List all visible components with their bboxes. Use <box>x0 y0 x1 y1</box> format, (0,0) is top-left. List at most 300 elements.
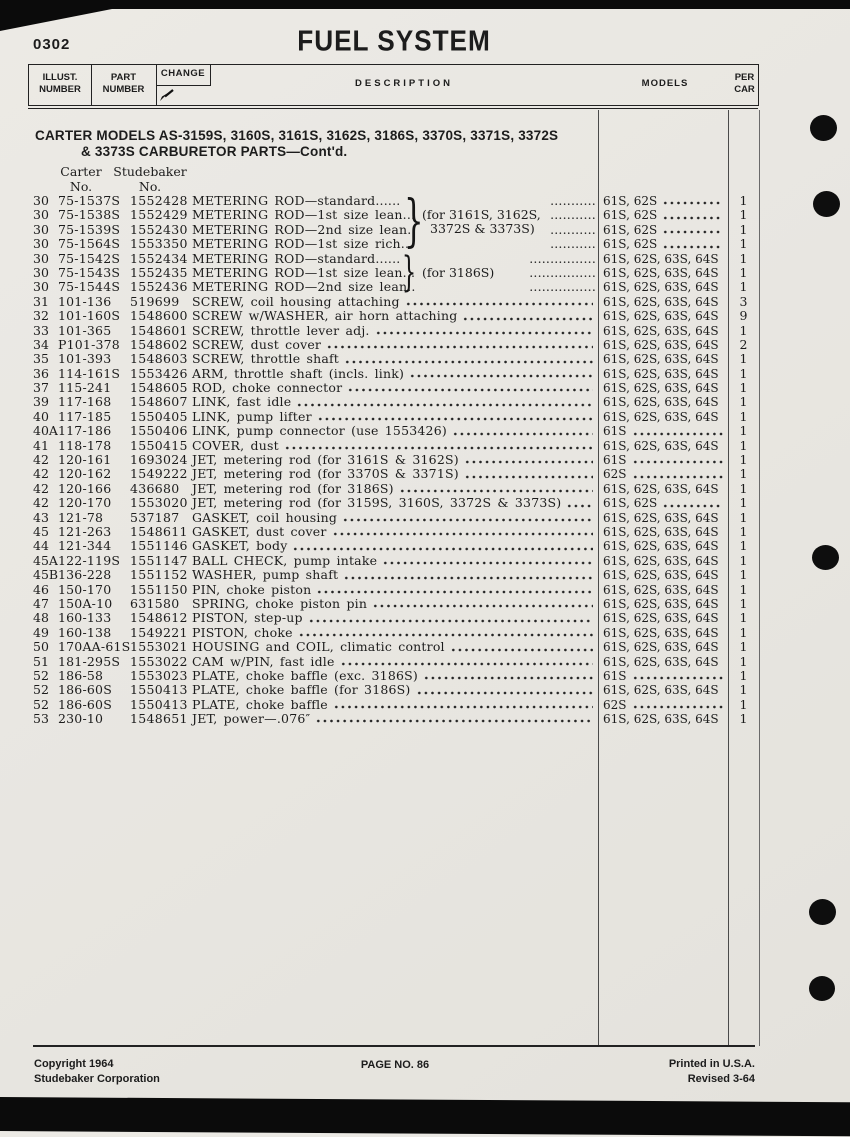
description-text: METERING ROD—1st size lean... <box>192 264 416 280</box>
carter-number: 160-138 <box>58 624 112 640</box>
table-row <box>0 223 850 237</box>
carter-number: 75-1564S <box>58 236 121 252</box>
description-text: PLATE, choke baffle (for 3186S) <box>192 682 411 698</box>
dotted-leader <box>662 498 723 510</box>
description-cell <box>192 568 596 582</box>
carter-number: 117-186 <box>58 423 112 439</box>
dotted-leader <box>343 570 593 582</box>
studebaker-number: 1548600 <box>130 308 188 324</box>
models-cell <box>603 295 726 309</box>
illust-number: 31 <box>33 293 49 309</box>
description-text: JET, metering rod (for 3161S & 3162S) <box>192 452 459 468</box>
studebaker-number: 1553023 <box>130 667 188 683</box>
models-text: 61S <box>603 668 627 683</box>
header-models: MODELS <box>641 78 689 89</box>
table-row <box>0 295 850 309</box>
studebaker-number: 631580 <box>130 595 180 611</box>
studebaker-number: 1548601 <box>130 322 188 338</box>
group2-note: (for 3186S) <box>422 265 495 280</box>
models-cell <box>603 367 726 381</box>
dotted-leader <box>416 685 594 697</box>
studebaker-number: 1550405 <box>130 408 188 424</box>
carter-number: 150A-10 <box>58 595 113 611</box>
dotted-leader <box>340 656 593 668</box>
table-header <box>28 64 759 106</box>
models-text: 61S, 62S, 63S, 64S <box>603 553 719 568</box>
models-cell <box>603 539 726 553</box>
description-cell <box>192 252 596 266</box>
studebaker-number: 1553022 <box>130 653 188 669</box>
dotted-leader <box>332 526 593 538</box>
models-text: 61S, 62S, 63S, 64S <box>603 683 719 698</box>
description-cell <box>192 367 596 381</box>
dotted-leader <box>566 498 593 510</box>
footer-copyright: Copyright 1964 Studebaker Corporation <box>34 1058 160 1085</box>
models-text: 61S, 62S <box>603 208 658 223</box>
per-car-qty: 1 <box>739 480 748 496</box>
description-text: COVER, dust <box>192 437 279 453</box>
description-text: SCREW, throttle shaft <box>192 351 340 367</box>
illust-number: 41 <box>33 437 49 453</box>
per-car-qty: 1 <box>739 639 748 655</box>
per-car-qty: 1 <box>739 581 748 597</box>
table-row <box>0 309 850 323</box>
table-row <box>0 352 850 366</box>
per-car-qty: 1 <box>739 523 748 539</box>
table-row <box>0 669 850 683</box>
carter-number: 230-10 <box>58 711 104 727</box>
dotted-leader <box>317 411 593 423</box>
illust-number: 52 <box>33 696 49 712</box>
per-car-qty: 1 <box>739 538 748 554</box>
description-cell <box>192 525 596 539</box>
group-brace-1: } <box>404 189 424 254</box>
carter-number: 101-365 <box>58 322 112 338</box>
models-cell <box>603 511 726 525</box>
description-cell <box>192 554 596 568</box>
header-double-rule <box>28 108 758 109</box>
illust-number: 30 <box>33 250 49 266</box>
description-text: SCREW, dust cover <box>192 336 322 352</box>
carter-number: 120-161 <box>58 452 112 468</box>
models-cell <box>603 467 726 481</box>
description-text: METERING ROD—standard...... <box>192 250 401 266</box>
per-car-qty: 1 <box>739 452 748 468</box>
dotted-leader <box>632 469 724 481</box>
table-row <box>0 655 850 669</box>
carter-number: 114-161S <box>58 365 121 381</box>
studebaker-number: 1552435 <box>130 264 188 280</box>
group-leader-dots: ........... <box>550 221 596 237</box>
models-cell <box>603 525 726 539</box>
illust-number: 30 <box>33 221 49 237</box>
hole-punch <box>809 899 836 925</box>
description-cell <box>192 309 596 323</box>
dotted-leader <box>405 253 526 265</box>
studebaker-number: 1552430 <box>130 221 188 237</box>
description-cell <box>192 640 596 654</box>
description-text: PLATE, choke baffle <box>192 696 328 712</box>
studebaker-number: 1553426 <box>130 365 188 381</box>
section-heading-line1: CARTER MODELS AS-3159S, 3160S, 3161S, 3162S, 3186S, 3370S, 3371S, 3372S <box>35 128 559 143</box>
dotted-leader <box>418 239 547 251</box>
description-cell <box>192 698 596 712</box>
models-cell <box>603 669 726 683</box>
description-text: METERING ROD—2nd size lean.. <box>192 279 416 295</box>
description-cell <box>192 352 596 366</box>
description-text: BALL CHECK, pump intake <box>192 552 378 568</box>
footer-rule <box>33 1045 755 1047</box>
models-cell <box>603 611 726 625</box>
carter-number: 136-228 <box>58 567 112 583</box>
table-row <box>0 583 850 597</box>
description-cell <box>192 467 596 481</box>
description-text: PISTON, choke <box>192 624 293 640</box>
models-cell <box>603 424 726 438</box>
description-cell <box>192 424 596 438</box>
table-row <box>0 467 850 481</box>
models-cell <box>603 683 726 697</box>
per-car-qty: 1 <box>739 552 748 568</box>
description-text: GASKET, coil housing <box>192 509 338 525</box>
description-text: PLATE, choke baffle (exc. 3186S) <box>192 667 418 683</box>
models-cell <box>603 223 726 237</box>
dotted-leader <box>632 670 724 682</box>
dotted-leader <box>298 627 593 639</box>
carter-number: 115-241 <box>58 380 112 396</box>
scan-edge-top <box>0 0 850 9</box>
group-leader-dots: ........... <box>550 193 596 208</box>
models-text: 61S, 62S, 63S, 64S <box>603 625 719 640</box>
per-car-qty: 1 <box>739 437 748 453</box>
illust-number: 45A <box>33 552 58 568</box>
description-cell <box>192 266 596 280</box>
table-row <box>0 511 850 525</box>
description-text: METERING ROD—2nd size lean.. <box>192 221 416 237</box>
models-text: 61S, 62S, 63S, 64S <box>603 712 719 727</box>
per-car-qty: 2 <box>739 336 748 352</box>
models-cell <box>603 266 726 280</box>
models-cell <box>603 208 726 222</box>
header-part-number: PART NUMBER <box>102 72 145 95</box>
models-text: 61S <box>603 424 627 439</box>
models-text: 61S, 62S, 63S, 64S <box>603 381 719 396</box>
illust-number: 40 <box>33 408 49 424</box>
dotted-leader <box>632 699 724 711</box>
table-row <box>0 410 850 424</box>
description-cell <box>192 583 596 597</box>
description-cell <box>192 453 596 467</box>
carter-number: 75-1539S <box>58 221 121 237</box>
description-cell <box>192 410 596 424</box>
subhead-studebaker: Studebaker <box>113 164 187 179</box>
studebaker-number: 1548611 <box>130 523 188 539</box>
studebaker-number: 1549222 <box>130 466 188 482</box>
dotted-leader <box>372 598 593 610</box>
dotted-leader <box>292 541 593 553</box>
description-cell <box>192 338 596 352</box>
description-cell <box>192 511 596 525</box>
description-cell <box>192 496 596 510</box>
carter-number: 75-1537S <box>58 193 121 208</box>
dotted-leader <box>347 382 593 394</box>
studebaker-number: 537187 <box>130 509 180 525</box>
models-cell <box>603 280 726 294</box>
models-text: 62S <box>603 467 627 482</box>
per-car-qty: 1 <box>739 509 748 525</box>
models-cell <box>603 410 726 424</box>
illust-number: 52 <box>33 682 49 698</box>
illust-number: 48 <box>33 610 49 626</box>
models-text: 61S, 62S, 63S, 64S <box>603 524 719 539</box>
dotted-leader <box>632 426 724 438</box>
per-car-qty: 1 <box>739 193 748 208</box>
carter-number: 120-166 <box>58 480 112 496</box>
dotted-leader <box>296 397 593 409</box>
per-car-qty: 1 <box>739 595 748 611</box>
studebaker-number: 1552429 <box>130 207 188 223</box>
studebaker-number: 1549221 <box>130 624 188 640</box>
studebaker-number: 1548602 <box>130 336 188 352</box>
per-car-qty: 1 <box>739 365 748 381</box>
dotted-leader <box>308 613 593 625</box>
illust-number: 30 <box>33 236 49 252</box>
models-text: 61S, 62S, 63S, 64S <box>603 596 719 611</box>
illust-number: 33 <box>33 322 49 338</box>
description-text: METERING ROD—1st size lean... <box>192 207 416 223</box>
models-cell <box>603 482 726 496</box>
models-cell <box>603 554 726 568</box>
illust-number: 30 <box>33 207 49 223</box>
table-row <box>0 611 850 625</box>
studebaker-number: 1548651 <box>130 711 188 727</box>
description-text: JET, metering rod (for 3186S) <box>192 480 394 496</box>
per-car-qty: 1 <box>739 250 748 266</box>
dotted-leader <box>315 713 593 725</box>
table-row <box>0 237 850 251</box>
studebaker-number: 1552428 <box>130 193 188 208</box>
models-text: 61S, 62S, 63S, 64S <box>603 251 719 266</box>
models-text: 61S <box>603 453 627 468</box>
models-text: 61S, 62S, 63S, 64S <box>603 280 719 295</box>
description-text: ARM, throttle shaft (incls. link) <box>192 365 405 381</box>
carter-number: 75-1544S <box>58 279 121 295</box>
illust-number: 45B <box>33 567 59 583</box>
models-text: 61S, 62S, 63S, 64S <box>603 539 719 554</box>
header-change: CHANGE <box>156 64 211 86</box>
studebaker-number: 1552436 <box>130 279 188 295</box>
carter-number: 181-295S <box>58 653 121 669</box>
dotted-leader <box>316 584 593 596</box>
carter-number: 121-78 <box>58 509 104 525</box>
models-text: 61S, 62S, 63S, 64S <box>603 654 719 669</box>
models-cell <box>603 453 726 467</box>
models-cell <box>603 309 726 323</box>
description-cell <box>192 395 596 409</box>
models-text: 62S <box>603 697 627 712</box>
change-pencil-icon <box>159 89 174 102</box>
carter-number: 117-185 <box>58 408 112 424</box>
per-car-qty: 1 <box>739 279 748 295</box>
group-leader-dots: ................ <box>529 250 596 266</box>
subhead-carter-no: No. <box>69 179 93 194</box>
models-text: 61S, 62S <box>603 237 658 252</box>
illust-number: 45 <box>33 523 49 539</box>
studebaker-number: 1551152 <box>130 567 188 583</box>
studebaker-number: 1553350 <box>130 236 188 252</box>
studebaker-number: 1548607 <box>130 394 188 410</box>
models-text: 61S, 62S, 63S, 64S <box>603 366 719 381</box>
description-cell <box>192 712 596 726</box>
per-car-qty: 1 <box>739 394 748 410</box>
carter-number: 120-162 <box>58 466 112 482</box>
models-text: 61S, 62S, 63S, 64S <box>603 265 719 280</box>
per-car-qty: 1 <box>739 567 748 583</box>
description-text: LINK, pump lifter <box>192 408 312 424</box>
models-text: 61S, 62S, 63S, 64S <box>603 640 719 655</box>
description-cell <box>192 539 596 553</box>
models-text: 61S, 62S, 63S, 64S <box>603 294 719 309</box>
description-cell <box>192 295 596 309</box>
per-car-qty: 1 <box>739 351 748 367</box>
dotted-leader <box>423 670 593 682</box>
description-text: JET, metering rod (for 3370S & 3371S) <box>192 466 459 482</box>
illust-number: 42 <box>33 495 49 511</box>
models-cell <box>603 712 726 726</box>
illust-number: 32 <box>33 308 49 324</box>
models-text: 61S, 62S <box>603 496 658 511</box>
description-text: SCREW, coil housing attaching <box>192 293 400 309</box>
illust-number: 34 <box>33 336 49 352</box>
studebaker-number: 1548612 <box>130 610 188 626</box>
carter-number: 75-1543S <box>58 264 121 280</box>
models-cell <box>603 640 726 654</box>
illust-number: 37 <box>33 380 49 396</box>
dotted-leader <box>344 354 593 366</box>
per-car-qty: 1 <box>739 423 748 439</box>
studebaker-number: 1548603 <box>130 351 188 367</box>
group1-note-line2: 3372S & 3373S) <box>430 221 535 236</box>
description-text: SCREW w/WASHER, air horn attaching <box>192 308 458 324</box>
models-cell <box>603 338 726 352</box>
illust-number: 52 <box>33 667 49 683</box>
studebaker-number: 1550415 <box>130 437 188 453</box>
description-text: WASHER, pump shaft <box>192 567 339 583</box>
per-car-qty: 1 <box>739 682 748 698</box>
models-cell <box>603 395 726 409</box>
header-description: DESCRIPTION <box>355 78 453 89</box>
studebaker-number: 1551147 <box>130 552 188 568</box>
models-text: 61S, 62S, 63S, 64S <box>603 481 719 496</box>
header-illust-number: ILLUST. NUMBER <box>39 72 81 95</box>
description-cell <box>192 597 596 611</box>
hole-punch <box>809 976 835 1001</box>
table-row <box>0 424 850 438</box>
description-cell <box>192 611 596 625</box>
studebaker-number: 1551146 <box>130 538 188 554</box>
carter-number: 75-1538S <box>58 207 121 223</box>
per-car-qty: 1 <box>739 667 748 683</box>
dotted-leader <box>375 325 593 337</box>
table-row <box>0 683 850 697</box>
description-cell <box>192 223 596 237</box>
description-cell <box>192 237 596 251</box>
dotted-leader <box>462 311 593 323</box>
table-row <box>0 525 850 539</box>
group1-note-line1: (for 3161S, 3162S, <box>422 207 541 222</box>
table-row <box>0 568 850 582</box>
subhead-carter: Carter <box>60 164 102 179</box>
dotted-leader <box>342 512 593 524</box>
illust-number: 40A <box>33 423 58 439</box>
dotted-leader <box>662 224 723 236</box>
scan-edge-bottom <box>0 1097 850 1136</box>
description-cell <box>192 439 596 453</box>
models-cell <box>603 496 726 510</box>
models-text: 61S, 62S <box>603 194 658 208</box>
illust-number: 50 <box>33 639 49 655</box>
per-car-qty: 1 <box>739 466 748 482</box>
description-cell <box>192 280 596 294</box>
studebaker-number: 1693024 <box>130 452 188 468</box>
dotted-leader <box>405 296 593 308</box>
carter-number: 150-170 <box>58 581 112 597</box>
table-row <box>0 453 850 467</box>
illust-number: 42 <box>33 452 49 468</box>
per-car-qty: 1 <box>739 207 748 223</box>
per-car-qty: 3 <box>739 293 748 309</box>
description-cell <box>192 324 596 338</box>
illust-number: 42 <box>33 466 49 482</box>
models-text: 61S, 62S, 63S, 64S <box>603 510 719 525</box>
studebaker-number: 1550406 <box>130 423 188 439</box>
models-cell <box>603 194 726 208</box>
subhead-studebaker-no: No. <box>138 179 162 194</box>
table-row <box>0 482 850 496</box>
description-text: METERING ROD—standard...... <box>192 193 401 208</box>
carter-number: 186-58 <box>58 667 104 683</box>
illust-number: 51 <box>33 653 49 669</box>
illust-number: 47 <box>33 595 49 611</box>
studebaker-number: 1553021 <box>130 639 188 655</box>
dotted-leader <box>632 454 724 466</box>
dotted-leader <box>464 454 593 466</box>
carter-number: 117-168 <box>58 394 112 410</box>
illust-number: 44 <box>33 538 49 554</box>
per-car-qty: 1 <box>739 322 748 338</box>
models-cell <box>603 698 726 712</box>
models-text: 61S, 62S, 63S, 64S <box>603 337 719 352</box>
models-text: 61S, 62S, 63S, 64S <box>603 582 719 597</box>
description-cell <box>192 482 596 496</box>
footer-page-no: PAGE NO. 86 <box>360 1059 430 1071</box>
group-leader-dots: ................ <box>529 264 596 280</box>
per-car-qty: 1 <box>739 380 748 396</box>
studebaker-number: 1553020 <box>130 495 188 511</box>
section-heading-line2: & 3373S CARBURETOR PARTS—Cont'd. <box>81 144 348 159</box>
illust-number: 30 <box>33 279 49 295</box>
carter-number: 122-119S <box>58 552 121 568</box>
per-car-qty: 1 <box>739 711 748 727</box>
carter-number: 75-1542S <box>58 250 121 266</box>
table-row <box>0 539 850 553</box>
table-row <box>0 338 850 352</box>
per-car-qty: 1 <box>739 495 748 511</box>
dotted-leader <box>464 469 593 481</box>
table-row <box>0 252 850 266</box>
carter-number: 120-170 <box>58 495 112 511</box>
carter-number: 186-60S <box>58 682 112 698</box>
